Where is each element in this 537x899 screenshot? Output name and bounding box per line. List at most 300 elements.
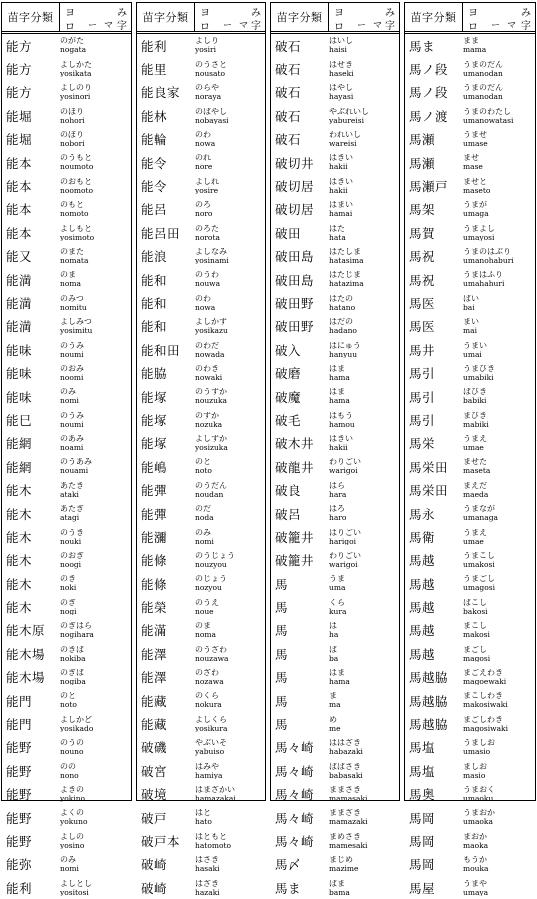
table-row — [405, 549, 535, 572]
surname-kana: まい — [463, 318, 479, 327]
table-row — [271, 853, 399, 876]
table-row — [137, 432, 265, 455]
surname-kanji: 馬 — [275, 576, 289, 592]
surname-kanji: 馬ノ段 — [409, 85, 449, 101]
romaji-header-char: ー — [357, 21, 367, 31]
reading-cell — [463, 552, 535, 569]
reading-cell — [195, 833, 265, 850]
table-row — [137, 666, 265, 689]
surname-romaji: magoewaki — [463, 676, 507, 686]
table-row — [271, 525, 399, 548]
table-row — [2, 104, 131, 127]
surname-romaji: noue — [195, 606, 214, 616]
surname-kana: のうの — [60, 739, 84, 748]
table-row — [405, 57, 535, 80]
table-row — [405, 853, 535, 876]
surname-kanji: 馬ま — [409, 38, 436, 54]
reading-cell — [60, 622, 131, 639]
table-row — [2, 408, 131, 431]
reading-cell — [60, 458, 131, 475]
surname-kanji: 馬医 — [409, 295, 436, 311]
surname-kanji: 能門 — [6, 693, 33, 709]
table-row — [2, 34, 131, 57]
table-row — [137, 57, 265, 80]
surname-kanji: 能嶋 — [141, 459, 168, 475]
reading-cell — [195, 131, 265, 148]
reading-cell — [463, 622, 535, 639]
surname-kana: はともと — [195, 832, 227, 841]
surname-kanji: 破戸本 — [141, 833, 181, 849]
surname-kanji: 能門 — [6, 717, 33, 733]
surname-kanji: 能方 — [6, 85, 33, 101]
reading-cell — [195, 763, 265, 780]
reading-cell — [329, 318, 399, 335]
table-row — [271, 198, 399, 221]
surname-kana: のわ — [195, 294, 211, 303]
table-row — [405, 619, 535, 642]
surname-kanji: 能木 — [6, 600, 33, 616]
surname-kanji: 能澤 — [141, 670, 168, 686]
surname-kana: われいし — [329, 131, 361, 139]
surname-romaji: hatano — [329, 302, 356, 312]
reading-cell — [195, 716, 265, 733]
romaji-header-char: ヨ — [468, 8, 478, 19]
surname-kana: のがた — [60, 37, 84, 46]
reading-cell — [195, 482, 265, 499]
table-row — [2, 853, 131, 876]
table-row — [405, 361, 535, 384]
surname-kana: わりごい — [329, 552, 361, 561]
reading-cell — [195, 786, 265, 803]
surname-kanji: 馬ま — [275, 880, 302, 896]
table-body — [271, 34, 399, 899]
surname-kana: のうだん — [195, 481, 227, 490]
surname-romaji: mamasaki — [329, 793, 368, 803]
surname-romaji: umanowatasi — [463, 115, 514, 125]
table-column — [1, 2, 132, 896]
reading-cell — [195, 809, 265, 826]
surname-romaji: umakosi — [463, 560, 495, 569]
surname-romaji: yosinori — [60, 92, 91, 101]
surname-kana: のまた — [60, 247, 84, 256]
reading-cell — [463, 482, 535, 499]
reading-cell — [195, 646, 265, 663]
table-row — [271, 81, 399, 104]
surname-kanji: 馬永 — [409, 506, 436, 522]
romaji-header-char: マ — [104, 21, 114, 31]
reading-cell — [463, 225, 535, 242]
surname-romaji: hamou — [329, 419, 355, 429]
reading-cell — [195, 61, 265, 78]
surname-kana: よしくら — [195, 715, 227, 724]
surname-kanji: 能令 — [141, 155, 168, 171]
surname-romaji: nowa — [195, 302, 216, 312]
reading-cell — [329, 131, 399, 148]
surname-romaji: maeda — [463, 489, 489, 499]
table-row — [271, 666, 399, 689]
surname-kanji: 馬瀬 — [409, 132, 436, 148]
surname-romaji: yosimitu — [60, 326, 93, 335]
reading-cell — [329, 529, 399, 546]
table-row — [137, 806, 265, 829]
reading-cell — [329, 880, 399, 897]
reading-cell — [329, 412, 399, 429]
table-row — [405, 689, 535, 712]
surname-romaji: yosimoto — [60, 232, 95, 242]
surname-kanji: 能呂田 — [141, 225, 181, 241]
surname-kanji: 馬岡 — [409, 810, 436, 826]
column-header — [271, 3, 399, 34]
table-row — [137, 174, 265, 197]
romaji-header-char: 字 — [251, 21, 261, 32]
surname-kana: はきい — [329, 154, 353, 163]
surname-kana: よしとし — [60, 879, 92, 888]
surname-romaji: yokuno — [60, 817, 88, 826]
reading-cell — [195, 178, 265, 195]
surname-kana: まま — [463, 37, 479, 46]
surname-kana: うましお — [463, 739, 495, 748]
surname-kanji: 能本 — [6, 155, 33, 171]
reading-cell — [329, 763, 399, 780]
table-row — [2, 291, 131, 314]
table-row — [271, 783, 399, 806]
table-row — [405, 455, 535, 478]
table-row — [405, 34, 535, 57]
surname-kana: のと — [60, 692, 76, 701]
reading-cell — [60, 178, 131, 195]
surname-kana: うまや — [463, 879, 487, 888]
reading-cell — [60, 435, 131, 452]
surname-romaji: nouki — [60, 536, 82, 546]
surname-kanji: 馬瀬戸 — [409, 179, 449, 195]
table-row — [271, 361, 399, 384]
surname-kana: まこしわき — [463, 692, 503, 701]
surname-kanji: 能條 — [141, 576, 168, 592]
surname-kanji: 能網 — [6, 459, 33, 475]
surname-kana: はたしま — [329, 247, 361, 256]
surname-header-label: 苗字分類 — [405, 3, 463, 31]
surname-kanji: 馬祝 — [409, 249, 436, 265]
reading-cell — [195, 154, 265, 171]
surname-romaji: mama — [463, 45, 487, 54]
table-row — [137, 572, 265, 595]
table-row — [137, 759, 265, 782]
romaji-header-char: ー — [223, 21, 233, 31]
table-row — [271, 572, 399, 595]
reading-cell — [195, 505, 265, 522]
table-row — [137, 128, 265, 151]
romaji-header-char: ー — [88, 21, 98, 31]
surname-kana: うまい — [463, 341, 487, 350]
surname-kana: のき — [60, 575, 76, 584]
reading-cell — [195, 342, 265, 359]
reading-cell — [463, 318, 535, 335]
table-row — [2, 455, 131, 478]
table-row — [137, 315, 265, 338]
reading-cell — [195, 388, 265, 405]
reading-cell — [463, 131, 535, 148]
reading-cell — [60, 505, 131, 522]
surname-romaji: noda — [195, 513, 214, 522]
table-row — [137, 478, 265, 501]
romaji-header-char: ヨ — [334, 8, 344, 19]
reading-cell — [195, 365, 265, 382]
surname-romaji: noto — [60, 700, 77, 709]
surname-kanji: 破戸 — [141, 810, 168, 826]
table-row — [271, 104, 399, 127]
romaji-header-char: ロ — [65, 22, 75, 33]
table-row — [2, 712, 131, 735]
surname-kana: ませ — [463, 154, 479, 163]
surname-romaji: nore — [195, 162, 213, 171]
surname-kanji: 能呂 — [141, 202, 168, 218]
table-row — [271, 642, 399, 665]
surname-romaji: umaya — [463, 887, 489, 896]
surname-romaji: maoka — [463, 840, 489, 850]
reading-cell — [195, 458, 265, 475]
surname-kanji: 馬塩 — [409, 740, 436, 756]
surname-romaji: atagi — [60, 513, 80, 522]
surname-romaji: noumi — [60, 349, 84, 359]
surname-kanji: 馬々崎 — [275, 763, 315, 779]
reading-cell — [329, 365, 399, 382]
surname-romaji: umayosi — [463, 232, 495, 242]
surname-kana: のうわ — [195, 271, 219, 280]
surname-kana: のうみ — [60, 411, 84, 420]
reading-cell — [195, 692, 265, 709]
surname-romaji: bakosi — [463, 606, 488, 616]
surname-romaji: hama — [329, 676, 350, 686]
reading-cell — [195, 529, 265, 546]
surname-romaji: mamazaki — [329, 817, 368, 826]
surname-kana: は — [329, 622, 337, 631]
surname-romaji: norota — [195, 232, 220, 242]
surname-romaji: haisi — [329, 45, 347, 54]
surname-kana: のぎはら — [60, 622, 92, 631]
surname-romaji: umasio — [463, 747, 491, 756]
reading-cell — [329, 248, 399, 265]
table-row — [405, 221, 535, 244]
surname-kanji: 馬越 — [409, 623, 436, 639]
surname-romaji: wareisi — [329, 139, 357, 148]
reading-cell — [195, 739, 265, 756]
table-row — [2, 736, 131, 759]
surname-romaji: nozuka — [195, 419, 223, 429]
surname-kanji: 馬井 — [409, 342, 436, 358]
reading-cell — [329, 84, 399, 101]
surname-kana: のれ — [195, 154, 211, 163]
column-header — [405, 3, 535, 34]
surname-kana: うませ — [463, 131, 487, 139]
reading-cell — [60, 763, 131, 780]
table-row — [271, 268, 399, 291]
surname-romaji: habazaki — [329, 747, 363, 756]
surname-romaji: hayasi — [329, 92, 354, 101]
surname-kana: ば — [329, 645, 337, 654]
surname-kanji: 破籠井 — [275, 553, 315, 569]
surname-kanji: 破石 — [275, 62, 302, 78]
table-row — [271, 736, 399, 759]
surname-kana: ませと — [463, 177, 487, 186]
romaji-header-char: み — [117, 8, 127, 19]
surname-kanji: 能野 — [6, 833, 33, 849]
surname-kanji: 能塚 — [141, 436, 168, 452]
surname-romaji: nono — [60, 770, 79, 780]
surname-kana: のぎば — [60, 668, 84, 677]
surname-romaji: me — [329, 723, 341, 733]
surname-kana: はさき — [195, 856, 219, 865]
surname-kanji: 破石 — [275, 38, 302, 54]
surname-kana: はだの — [329, 318, 353, 327]
table-row — [405, 291, 535, 314]
reading-cell — [60, 61, 131, 78]
surname-kanji: 能木 — [6, 506, 33, 522]
surname-romaji: umanaga — [463, 513, 498, 522]
reading-cell — [329, 178, 399, 195]
surname-kana: はら — [329, 481, 345, 490]
surname-romaji: hama — [329, 372, 350, 382]
surname-romaji: umaoku — [463, 793, 494, 803]
reading-cell — [60, 575, 131, 592]
table-row — [405, 478, 535, 501]
surname-kanji: 馬引 — [409, 389, 436, 405]
surname-romaji: hatomoto — [195, 840, 231, 850]
surname-kanji: 能木場 — [6, 670, 46, 686]
surname-romaji: noro — [195, 209, 213, 218]
reading-cell — [329, 505, 399, 522]
table-row — [271, 151, 399, 174]
reading-cell — [60, 482, 131, 499]
reading-cell — [60, 295, 131, 312]
reading-cell — [60, 669, 131, 686]
table-row — [137, 268, 265, 291]
table-row — [2, 806, 131, 829]
table-body — [2, 34, 131, 899]
surname-kana: まおか — [463, 832, 487, 841]
surname-romaji: hatazima — [329, 279, 364, 288]
table-row — [271, 876, 399, 899]
surname-kanji: 馬引 — [409, 412, 436, 428]
table-row — [271, 338, 399, 361]
surname-kanji: 能瀰 — [141, 529, 168, 545]
reading-cell — [329, 575, 399, 592]
table-row — [137, 338, 265, 361]
table-row — [271, 689, 399, 712]
surname-romaji: hara — [329, 489, 347, 499]
surname-kana: よしなみ — [195, 247, 227, 256]
surname-romaji: nomi — [60, 396, 79, 405]
surname-kana: よくの — [60, 809, 84, 818]
surname-romaji: hadano — [329, 326, 357, 335]
reading-cell — [329, 786, 399, 803]
table-row — [271, 455, 399, 478]
surname-kanji: 破籠井 — [275, 529, 315, 545]
surname-kanji: 能彈 — [141, 483, 168, 499]
surname-kanji: 破呂 — [275, 506, 302, 522]
surname-kana: はまざかい — [195, 785, 235, 794]
surname-kana: のおみ — [60, 364, 84, 373]
table-row — [271, 291, 399, 314]
table-row — [2, 666, 131, 689]
surname-kana: のぎ — [60, 598, 76, 607]
table-row — [405, 151, 535, 174]
surname-romaji: noma — [60, 279, 81, 288]
romaji-header-char: ヨ — [200, 8, 210, 19]
table-row — [405, 385, 535, 408]
surname-kanji: 馬衛 — [409, 529, 436, 545]
surname-romaji: nouami — [60, 466, 89, 475]
surname-kana: のうき — [60, 528, 84, 537]
table-row — [271, 619, 399, 642]
surname-romaji: nokiba — [60, 653, 86, 663]
surname-kana: はた — [329, 224, 345, 233]
table-row — [405, 525, 535, 548]
surname-kanji: 馬 — [275, 693, 289, 709]
surname-kana: のうじょう — [195, 552, 235, 561]
surname-romaji: noraya — [195, 92, 222, 101]
reading-cell — [60, 271, 131, 288]
table-row — [2, 829, 131, 852]
surname-kana: のま — [60, 271, 76, 280]
reading-cell — [463, 365, 535, 382]
surname-kanji: 能彈 — [141, 506, 168, 522]
table-row — [2, 572, 131, 595]
surname-kanji: 能又 — [6, 249, 33, 265]
surname-romaji: hatasima — [329, 255, 364, 265]
reading-cell — [463, 786, 535, 803]
surname-kanji: 能里 — [141, 62, 168, 78]
surname-kana: やぶいそ — [195, 739, 227, 748]
surname-kanji: 馬医 — [409, 319, 436, 335]
surname-kana: のわだ — [195, 341, 219, 350]
table-row — [271, 806, 399, 829]
surname-kana: うまえ — [463, 435, 487, 444]
surname-kanji: 破切井 — [275, 155, 315, 171]
reading-cell — [60, 599, 131, 616]
surname-header-label: 苗字分類 — [271, 3, 329, 31]
surname-kana: のみつ — [60, 294, 84, 303]
surname-kana: ばま — [329, 879, 345, 888]
reading-cell — [195, 84, 265, 101]
reading-cell — [463, 271, 535, 288]
surname-kana: のうずか — [195, 388, 227, 397]
surname-kana: はたの — [329, 294, 353, 303]
table-column — [136, 2, 266, 896]
reading-cell — [60, 856, 131, 873]
surname-kanji: 能味 — [6, 342, 33, 358]
surname-kanji: 能藏 — [141, 717, 168, 733]
reading-cell — [329, 622, 399, 639]
table-row — [271, 315, 399, 338]
surname-kana: のうもと — [60, 154, 92, 163]
surname-kanji: 能塚 — [141, 389, 168, 405]
surname-romaji: nousato — [195, 68, 226, 78]
table-row — [2, 361, 131, 384]
reading-cell — [329, 739, 399, 756]
surname-romaji: nogi — [60, 606, 77, 616]
romaji-header-char: み — [251, 8, 261, 19]
surname-romaji: babasaki — [329, 770, 363, 780]
surname-kana: はま — [329, 364, 345, 373]
reading-cell — [60, 154, 131, 171]
surname-romaji: hasaki — [195, 864, 220, 873]
surname-kanji: 馬 — [275, 623, 289, 639]
surname-romaji: nokura — [195, 700, 222, 709]
surname-kana: のざわ — [195, 668, 219, 677]
surname-romaji: nouzawa — [195, 653, 229, 663]
romaji-header-char: ロ — [334, 22, 344, 33]
table-row — [137, 408, 265, 431]
